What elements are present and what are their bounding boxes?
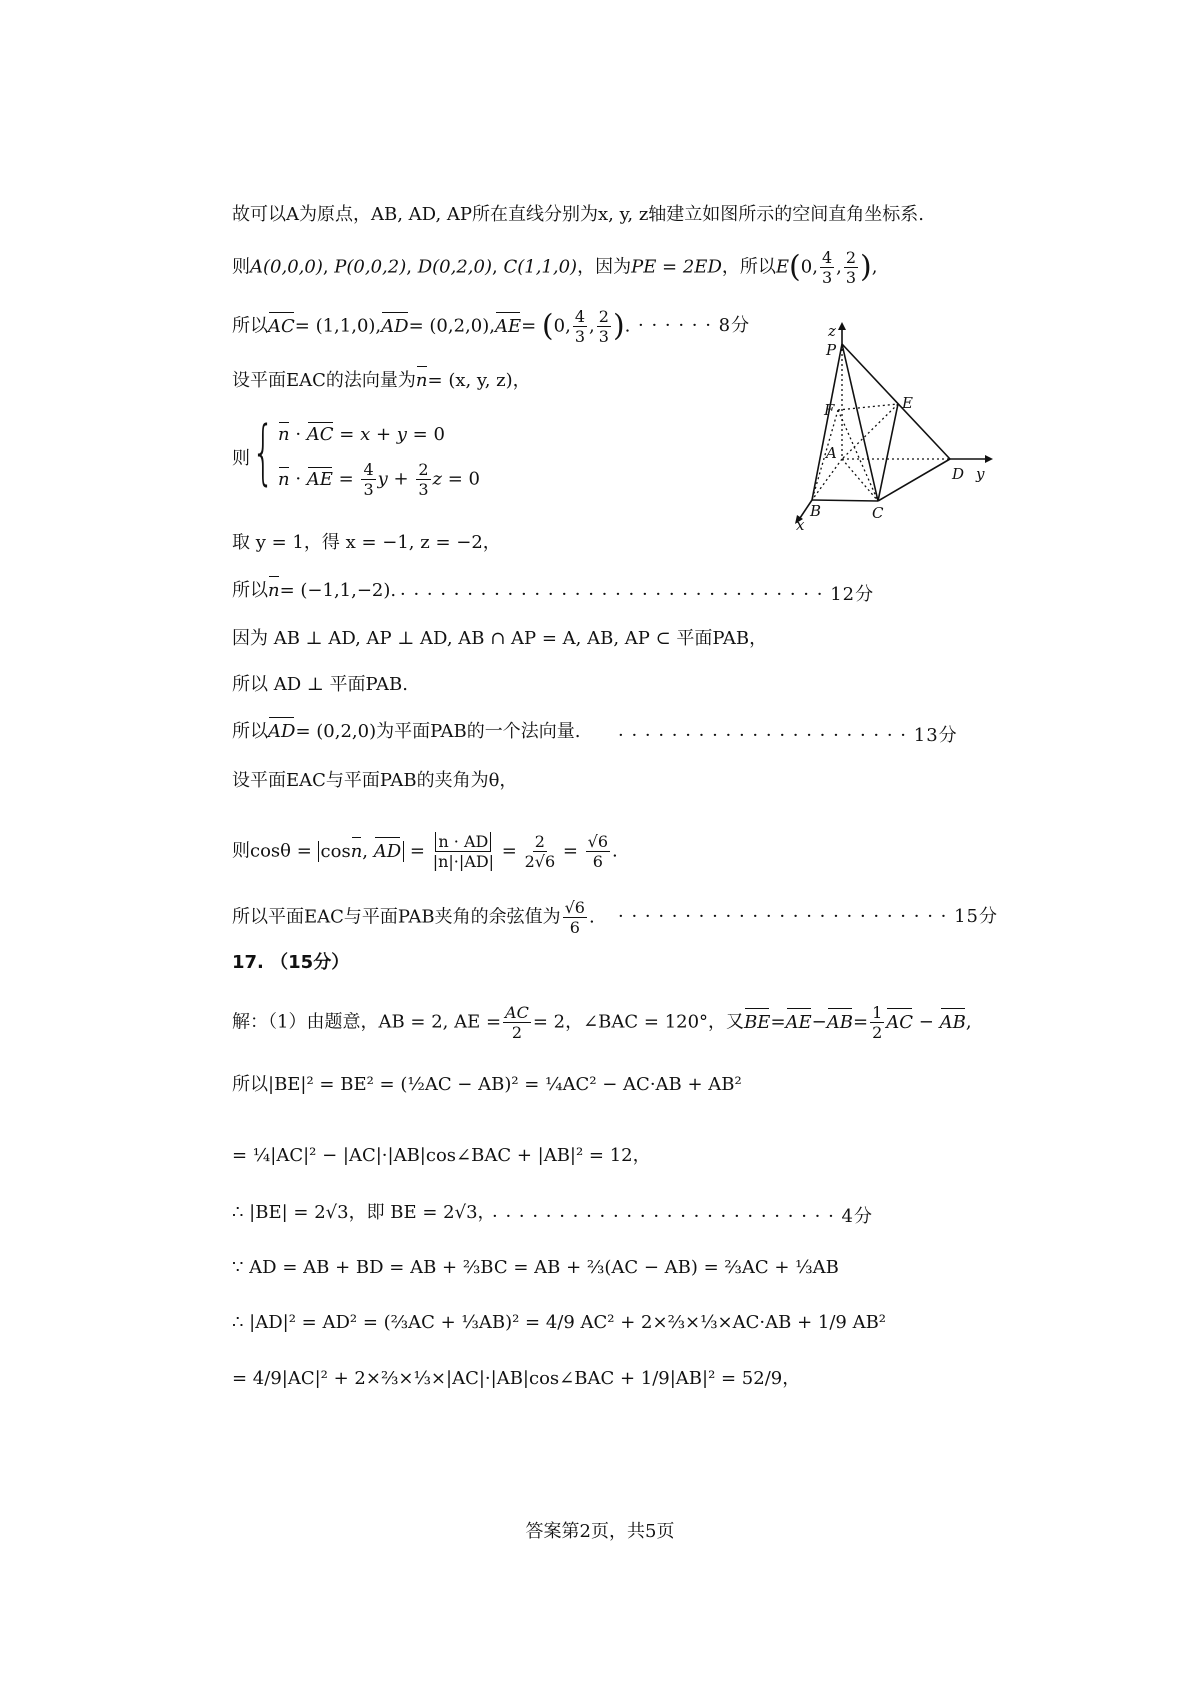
score-mark-13: · · · · · · · · · · · · · · · · · · · · · · 13分 <box>618 725 958 746</box>
figure-label-x: x <box>796 516 805 532</box>
cos-fraction-1: $\frac{n \cdot AD}{|n|\cdot|AD|}$ <box>432 832 495 871</box>
figure-label-z: z <box>828 322 836 340</box>
be-square-line-2: = ¼|AC|² − |AC|·|AB|cos∠BAC + |AB|² = 12， <box>232 1145 651 1166</box>
points-line: 则A(0,0,0), P(0,0,2), D(0,2,0), C(1,1,0)，因为PE = 2ED，所以E(0, $\frac{4}{3}$ , $\frac{2}{3}$ ), <box>232 248 878 287</box>
figure-label-b: B <box>810 502 822 520</box>
figure-label-d: D <box>952 465 965 483</box>
system-row-1: n · AC = x + y = 0 <box>278 424 445 445</box>
cos-fraction-3: $\frac{√6}{6}$ <box>587 832 609 871</box>
system-row-2: n · AE = $\frac{4}{3}$ y + $\frac{2}{3}$ z = 0 <box>278 460 480 499</box>
n-result-line: 所以n= (−1,1,−2). <box>232 578 396 604</box>
score-mark-15: · · · · · · · · · · · · · · · · · · · · · · · · · 15分 <box>618 906 998 927</box>
cos-line: 则cosθ = cosn, AD = $\frac{n \cdot AD}{|n|\cdot|AD|}$ = $\frac{2}{2√6}$ = $\frac{√6}{6}$ . <box>232 832 618 871</box>
angle-setup-line: 设平面EAC与平面PAB的夹角为θ， <box>232 770 518 791</box>
figure-label-p: P <box>826 341 837 359</box>
question-17-heading: 17. （15分） <box>232 952 350 973</box>
ad-expression-line: ∵ AD = AB + BD = AB + ⅔BC = AB + ⅔(AC − AB) = ⅔AC + ⅓AB <box>232 1257 839 1278</box>
ad-normal-line: 所以AD= (0,2,0)为平面PAB的一个法向量. <box>232 719 581 745</box>
cos-fraction-2: $\frac{2}{2√6}$ <box>524 832 556 871</box>
ad-square-line: ∴ |AD|² = AD² = (⅔AC + ⅓AB)² = 4/9 AC² + 2×⅔×⅓×AC·AB + 1/9 AB² <box>232 1312 887 1333</box>
ad-square-line-2: = 4/9|AC|² + 2×⅔×⅓×|AC|·|AB|cos∠BAC + 1/9|AB|² = 52/9， <box>232 1368 801 1389</box>
answer-page: 故可以A为原点，AB, AD, AP所在直线分别为x, y, z轴建立如图所示的空间直角坐标系. 则A(0,0,0), P(0,0,2), D(0,2,0), C(1,1,0)，因为PE = 2ED，所以E(0, $\frac{4}{3}$ , $\frac{2}{3}$ ), 所以AC= (1,1,0),AD= (0,2,0),AE= (0, $\frac{4}{3}$ , $\frac{2}{3}$ ). · · · · · · 8分 设平面EAC的法向量为n= (x, y, z)， 则 { n · AC = x + y = 0 n · AE = $\frac{4}{3}$ y + $\frac{2}{3}$ z = 0 取 y = 1，得 x = −1, z = −2， 所以n= (−1,1,−2). · · · · · · · · · · · · · · · · · · · · · · · · · · · · · · · · 12分 因为 AB ⊥ AD, AP ⊥ AD, AB ∩ AP = A, AB, AP ⊂ 平面PAB， 所以 AD ⊥ 平面PAB. 所以AD= (0,2,0)为平面PAB的一个法向量. · · · · · · · · · · · · · · · · · · · · · · 13分 设平面EAC与平面PAB的夹角为θ， 则cosθ = cosn, AD = $\frac{n \cdot AD}{|n|\cdot|AD|}$ = $\frac{2}{2√6}$ = $\frac{√6}{6}$ . 所以平面EAC与平面PAB夹角的余弦值为 $\frac{√6}{6}$ . · · · · · · · · · · · · · · · · · · · · · · · · · 15分 17. （15分） 解：（1）由题意，AB = 2, AE = $\frac{AC}{2}$ = 2，∠BAC = 120°，又BE=AE−AB= $\frac{1}{2}$ AC − AB, 所以|BE|² = BE² = (½AC − AB)² = ¼AC² − AC·AB + AB² = ¼|AC|² − |AC|·|AB|cos∠BAC + |AB|² = 12， ∴ |BE| = 2√3，即 BE = 2√3， · · · · · · · · · · · · · · · · · · · · · · · · · · 4分 ∵ AD = AB + BD = AB + ⅔BC = AB + ⅔(AC − AB) = ⅔AC + ⅓AB ∴ |AD|² = AD² = (⅔AC + ⅓AB)² = 4/9 AC² + 2×⅔×⅓×AC·AB + 1/9 AB² = 4/9|AC|² + 2×⅔×⅓×|AC|·|AB|cos∠BAC + 1/9|AB|² = 52/9， 答案第2页，共5页 z P F E A D y B C x <box>0 0 1200 1696</box>
figure-label-y: y <box>976 465 985 483</box>
score-mark-8: · · · · · · 8分 <box>638 315 751 336</box>
be-square-line: 所以|BE|² = BE² = (½AC − AB)² = ¼AC² − AC·AB + AB² <box>232 1074 742 1095</box>
pyramid-figure <box>780 322 1000 532</box>
perp-line-1: 因为 AB ⊥ AD, AP ⊥ AD, AB ∩ AP = A, AB, AP ⊂ 平面PAB， <box>232 628 768 649</box>
be-result-line: ∴ |BE| = 2√3，即 BE = 2√3， <box>232 1202 496 1223</box>
conclusion-line: 所以平面EAC与平面PAB夹角的余弦值为 $\frac{√6}{6}$ . <box>232 898 595 937</box>
perp-line-2: 所以 AD ⊥ 平面PAB. <box>232 674 408 695</box>
figure-label-f: F <box>824 401 835 419</box>
figure-label-c: C <box>872 504 884 522</box>
score-mark-4: · · · · · · · · · · · · · · · · · · · · · · · · · · 4分 <box>492 1206 873 1227</box>
figure-label-a: A <box>826 444 837 462</box>
page-footer: 答案第2页，共5页 <box>525 1521 675 1542</box>
score-mark-12: · · · · · · · · · · · · · · · · · · · · · · · · · · · · · · · · 12分 <box>400 584 875 605</box>
normal-setup-line: 设平面EAC的法向量为n= (x, y, z)， <box>232 368 531 394</box>
solution-line-1: 解：（1）由题意，AB = 2, AE = $\frac{AC}{2}$ = 2，∠BAC = 120°，又BE=AE−AB= $\frac{1}{2}$ AC − AB, <box>232 1003 972 1042</box>
figure-label-e: E <box>902 394 913 412</box>
intro-line: 故可以A为原点，AB, AD, AP所在直线分别为x, y, z轴建立如图所示的空间直角坐标系. <box>232 204 925 225</box>
vectors-line: 所以AC= (1,1,0),AD= (0,2,0),AE= (0, $\frac{4}{3}$ , $\frac{2}{3}$ ). <box>232 307 631 346</box>
take-line: 取 y = 1，得 x = −1, z = −2， <box>232 532 501 553</box>
